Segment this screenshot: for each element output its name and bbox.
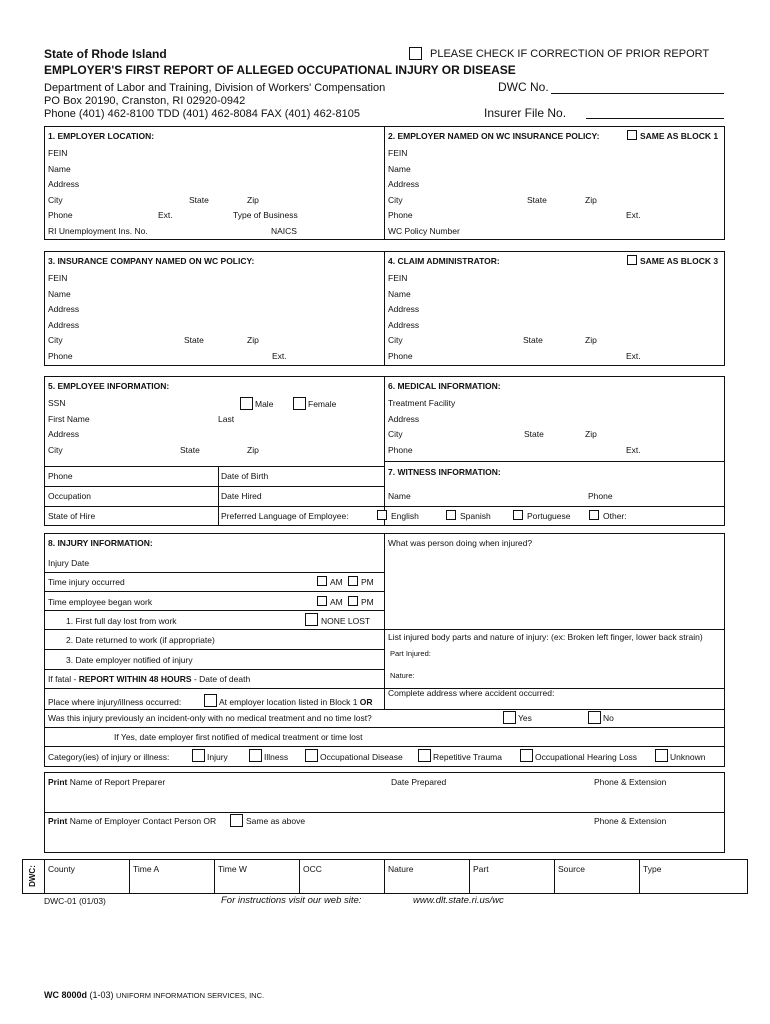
injury-date[interactable]: Injury Date bbox=[48, 558, 90, 568]
dwc-occ[interactable]: OCC bbox=[303, 864, 322, 874]
b6-address[interactable]: Address bbox=[388, 414, 420, 424]
block8-title: 8. INJURY INFORMATION: bbox=[48, 538, 153, 548]
english-label: English bbox=[391, 511, 419, 521]
b6-ext[interactable]: Ext. bbox=[626, 445, 641, 455]
am-label: AM bbox=[330, 597, 343, 607]
form-title: EMPLOYER'S FIRST REPORT OF ALLEGED OCCUPATIONAL INJURY OR DISEASE bbox=[44, 63, 516, 77]
b4-phone[interactable]: Phone bbox=[388, 351, 413, 361]
male-checkbox[interactable] bbox=[240, 397, 253, 410]
occ-hearing-checkbox[interactable] bbox=[520, 749, 533, 762]
nature-of-injury[interactable]: Nature: bbox=[390, 671, 415, 680]
english-checkbox[interactable] bbox=[377, 510, 387, 520]
b3-city[interactable]: City bbox=[48, 335, 63, 345]
category-label: Category(ies) of injury or illness: bbox=[48, 752, 170, 762]
same-as-above-label: Same as above bbox=[246, 816, 306, 826]
time-began-am-checkbox[interactable] bbox=[317, 596, 327, 606]
b1-fein[interactable]: FEIN bbox=[48, 148, 68, 158]
body-parts-label: List injured body parts and nature of injury: (ex: Broken left finger, lower back strain) bbox=[388, 632, 703, 642]
b3-address2[interactable]: Address bbox=[48, 320, 80, 330]
b2-ext[interactable]: Ext. bbox=[626, 210, 641, 220]
spanish-label: Spanish bbox=[460, 511, 491, 521]
first-day-lost[interactable]: 1. First full day lost from work bbox=[66, 616, 177, 626]
time-began[interactable]: Time employee began work bbox=[48, 597, 153, 607]
rep-trauma-checkbox[interactable] bbox=[418, 749, 431, 762]
b1-ri-unemp[interactable]: RI Unemployment Ins. No. bbox=[48, 226, 148, 236]
block2-title: 2. EMPLOYER NAMED ON WC INSURANCE POLICY: bbox=[388, 131, 600, 141]
b2-address[interactable]: Address bbox=[388, 179, 420, 189]
dwc-label: DWC: bbox=[28, 865, 37, 887]
b1-zip[interactable]: Zip bbox=[247, 195, 259, 205]
b7-phone[interactable]: Phone bbox=[588, 491, 613, 501]
b5-city[interactable]: City bbox=[48, 445, 63, 455]
b4-name[interactable]: Name bbox=[388, 289, 411, 299]
place-label: Place where injury/illness occurred: bbox=[48, 697, 182, 707]
b4-fein[interactable]: FEIN bbox=[388, 273, 408, 283]
b2-policy[interactable]: WC Policy Number bbox=[388, 226, 460, 236]
b6-facility[interactable]: Treatment Facility bbox=[388, 398, 456, 408]
none-lost-label: NONE LOST bbox=[321, 616, 371, 626]
b5-occupation[interactable]: Occupation bbox=[48, 491, 91, 501]
occ-disease-checkbox[interactable] bbox=[305, 749, 318, 762]
prev-incident-yes-checkbox[interactable] bbox=[503, 711, 516, 724]
dwc-time-w[interactable]: Time W bbox=[218, 864, 247, 874]
b2-fein[interactable]: FEIN bbox=[388, 148, 408, 158]
b6-zip[interactable]: Zip bbox=[585, 429, 597, 439]
b2-city[interactable]: City bbox=[388, 195, 403, 205]
am-label: AM bbox=[330, 577, 343, 587]
b1-name[interactable]: Name bbox=[48, 164, 71, 174]
department: Department of Labor and Training, Division of Workers' Compensation bbox=[44, 82, 386, 94]
b4-state[interactable]: State bbox=[523, 335, 543, 345]
b4-city[interactable]: City bbox=[388, 335, 403, 345]
time-occurred-pm-checkbox[interactable] bbox=[348, 576, 358, 586]
b5-ssn[interactable]: SSN bbox=[48, 398, 66, 408]
b1-city[interactable]: City bbox=[48, 195, 63, 205]
b7-name[interactable]: Name bbox=[388, 491, 411, 501]
dwc-county[interactable]: County bbox=[48, 864, 75, 874]
po-box: PO Box 20190, Cranston, RI 02920-0942 bbox=[44, 95, 246, 107]
b2-same-checkbox[interactable] bbox=[627, 130, 637, 140]
complete-address[interactable]: Complete address where accident occurred: bbox=[388, 688, 555, 698]
pm-label: PM bbox=[361, 577, 374, 587]
yes-label: Yes bbox=[518, 713, 532, 723]
block6-title: 6. MEDICAL INFORMATION: bbox=[388, 381, 501, 391]
b5-state-hire[interactable]: State of Hire bbox=[48, 511, 96, 521]
dwc-no-label: DWC No. bbox=[498, 80, 549, 94]
b3-name[interactable]: Name bbox=[48, 289, 71, 299]
b3-phone[interactable]: Phone bbox=[48, 351, 73, 361]
b1-state[interactable]: State bbox=[189, 195, 209, 205]
b1-ext[interactable]: Ext. bbox=[158, 210, 173, 220]
pm-label: PM bbox=[361, 597, 374, 607]
dwc-part[interactable]: Part bbox=[473, 864, 489, 874]
b6-phone[interactable]: Phone bbox=[388, 445, 413, 455]
dwc-no-line[interactable] bbox=[551, 93, 724, 94]
instructions-text: For instructions visit our web site: bbox=[221, 895, 362, 906]
time-began-pm-checkbox[interactable] bbox=[348, 596, 358, 606]
rep-trauma-label: Repetitive Trauma bbox=[433, 752, 502, 762]
b6-city[interactable]: City bbox=[388, 429, 403, 439]
b5-zip[interactable]: Zip bbox=[247, 445, 259, 455]
date-prepared[interactable]: Date Prepared bbox=[391, 777, 447, 787]
b5-dob[interactable]: Date of Birth bbox=[221, 471, 269, 481]
time-occurred-am-checkbox[interactable] bbox=[317, 576, 327, 586]
b5-last[interactable]: Last bbox=[218, 414, 235, 424]
b3-address1[interactable]: Address bbox=[48, 304, 80, 314]
b1-naics[interactable]: NAICS bbox=[271, 226, 297, 236]
contact-phone[interactable]: Phone & Extension bbox=[594, 816, 667, 826]
preparer-phone[interactable]: Phone & Extension bbox=[594, 777, 667, 787]
phone-numbers: Phone (401) 462-8100 TDD (401) 462-8084 FAX (401) 462-8105 bbox=[44, 108, 360, 120]
block7-title: 7. WITNESS INFORMATION: bbox=[388, 467, 501, 477]
at-employer-checkbox[interactable] bbox=[204, 694, 217, 707]
insurer-file-label: Insurer File No. bbox=[484, 106, 567, 120]
b1-phone[interactable]: Phone bbox=[48, 210, 73, 220]
dwc-nature[interactable]: Nature bbox=[388, 864, 414, 874]
injury-checkbox[interactable] bbox=[192, 749, 205, 762]
block5-title: 5. EMPLOYEE INFORMATION: bbox=[48, 381, 170, 391]
male-label: Male bbox=[255, 399, 274, 409]
prev-incident-label: Was this injury previously an incident-only with no medical treatment and no time lost? bbox=[48, 713, 372, 723]
block1-title: 1. EMPLOYER LOCATION: bbox=[48, 131, 155, 141]
b3-zip[interactable]: Zip bbox=[247, 335, 259, 345]
time-occurred[interactable]: Time injury occurred bbox=[48, 577, 125, 587]
b2-same-label: SAME AS BLOCK 1 bbox=[640, 131, 719, 141]
form-code: WC 8000d (1-03) UNIFORM INFORMATION SERVICES, INC. bbox=[44, 990, 265, 1000]
b5-phone[interactable]: Phone bbox=[48, 471, 73, 481]
occ-hearing-label: Occupational Hearing Loss bbox=[535, 752, 638, 762]
block4-title: 4. CLAIM ADMINISTRATOR: bbox=[388, 256, 500, 266]
b6-state[interactable]: State bbox=[524, 429, 544, 439]
b5-first-name[interactable]: First Name bbox=[48, 414, 90, 424]
prev-incident-no-checkbox[interactable] bbox=[588, 711, 601, 724]
correction-label: PLEASE CHECK IF CORRECTION OF PRIOR REPORT bbox=[430, 48, 710, 60]
injury-label: Injury bbox=[207, 752, 228, 762]
other-language-label: Other: bbox=[603, 511, 627, 521]
date-of-death[interactable]: If fatal - REPORT WITHIN 48 HOURS - Date of death bbox=[48, 674, 251, 684]
b4-ext[interactable]: Ext. bbox=[626, 351, 641, 361]
occ-disease-label: Occupational Disease bbox=[320, 752, 403, 762]
b3-state[interactable]: State bbox=[184, 335, 204, 345]
female-checkbox[interactable] bbox=[293, 397, 306, 410]
dwc-source[interactable]: Source bbox=[558, 864, 585, 874]
dwc-type[interactable]: Type bbox=[643, 864, 662, 874]
unknown-checkbox[interactable] bbox=[655, 749, 668, 762]
form-number: DWC-01 (01/03) bbox=[44, 896, 106, 906]
b4-same-label: SAME AS BLOCK 3 bbox=[640, 256, 719, 266]
b5-address[interactable]: Address bbox=[48, 429, 80, 439]
illness-label: Illness bbox=[264, 752, 289, 762]
b3-fein[interactable]: FEIN bbox=[48, 273, 68, 283]
b4-same-checkbox[interactable] bbox=[627, 255, 637, 265]
at-employer-label: At employer location listed in Block 1 OR bbox=[219, 697, 373, 707]
b4-address2[interactable]: Address bbox=[388, 320, 420, 330]
website-link[interactable]: www.dlt.state.ri.us/wc bbox=[413, 895, 504, 906]
doing-when-injured[interactable]: What was person doing when injured? bbox=[388, 538, 533, 548]
insurer-file-line[interactable] bbox=[586, 118, 724, 119]
state-title: State of Rhode Island bbox=[44, 47, 167, 61]
dwc-time-a[interactable]: Time A bbox=[133, 864, 160, 874]
employer-contact[interactable]: Print Name of Employer Contact Person OR bbox=[48, 816, 217, 826]
b2-state[interactable]: State bbox=[527, 195, 547, 205]
b5-state[interactable]: State bbox=[180, 445, 200, 455]
b5-language: Preferred Language of Employee: bbox=[221, 511, 349, 521]
part-injured[interactable]: Part Injured: bbox=[390, 649, 431, 658]
no-label: No bbox=[603, 713, 614, 723]
same-as-above-checkbox[interactable] bbox=[230, 814, 243, 827]
other-language-checkbox[interactable] bbox=[589, 510, 599, 520]
b5-date-hired[interactable]: Date Hired bbox=[221, 491, 262, 501]
date-returned[interactable]: 2. Date returned to work (if appropriate) bbox=[66, 635, 215, 645]
b4-zip[interactable]: Zip bbox=[585, 335, 597, 345]
correction-checkbox[interactable] bbox=[409, 47, 422, 60]
none-lost-checkbox[interactable] bbox=[305, 613, 318, 626]
block3-title: 3. INSURANCE COMPANY NAMED ON WC POLICY: bbox=[48, 256, 255, 266]
if-yes-date[interactable]: If Yes, date employer first notified of medical treatment or time lost bbox=[114, 732, 363, 742]
spanish-checkbox[interactable] bbox=[446, 510, 456, 520]
date-notified[interactable]: 3. Date employer notified of injury bbox=[66, 655, 193, 665]
b1-type-business[interactable]: Type of Business bbox=[233, 210, 298, 220]
b3-ext[interactable]: Ext. bbox=[272, 351, 287, 361]
female-label: Female bbox=[308, 399, 337, 409]
b2-name[interactable]: Name bbox=[388, 164, 411, 174]
b2-zip[interactable]: Zip bbox=[585, 195, 597, 205]
b1-address[interactable]: Address bbox=[48, 179, 80, 189]
portuguese-label: Portuguese bbox=[527, 511, 571, 521]
report-preparer[interactable]: Print Name of Report Preparer bbox=[48, 777, 166, 787]
b4-address1[interactable]: Address bbox=[388, 304, 420, 314]
portuguese-checkbox[interactable] bbox=[513, 510, 523, 520]
b2-phone[interactable]: Phone bbox=[388, 210, 413, 220]
unknown-label: Unknown bbox=[670, 752, 706, 762]
illness-checkbox[interactable] bbox=[249, 749, 262, 762]
